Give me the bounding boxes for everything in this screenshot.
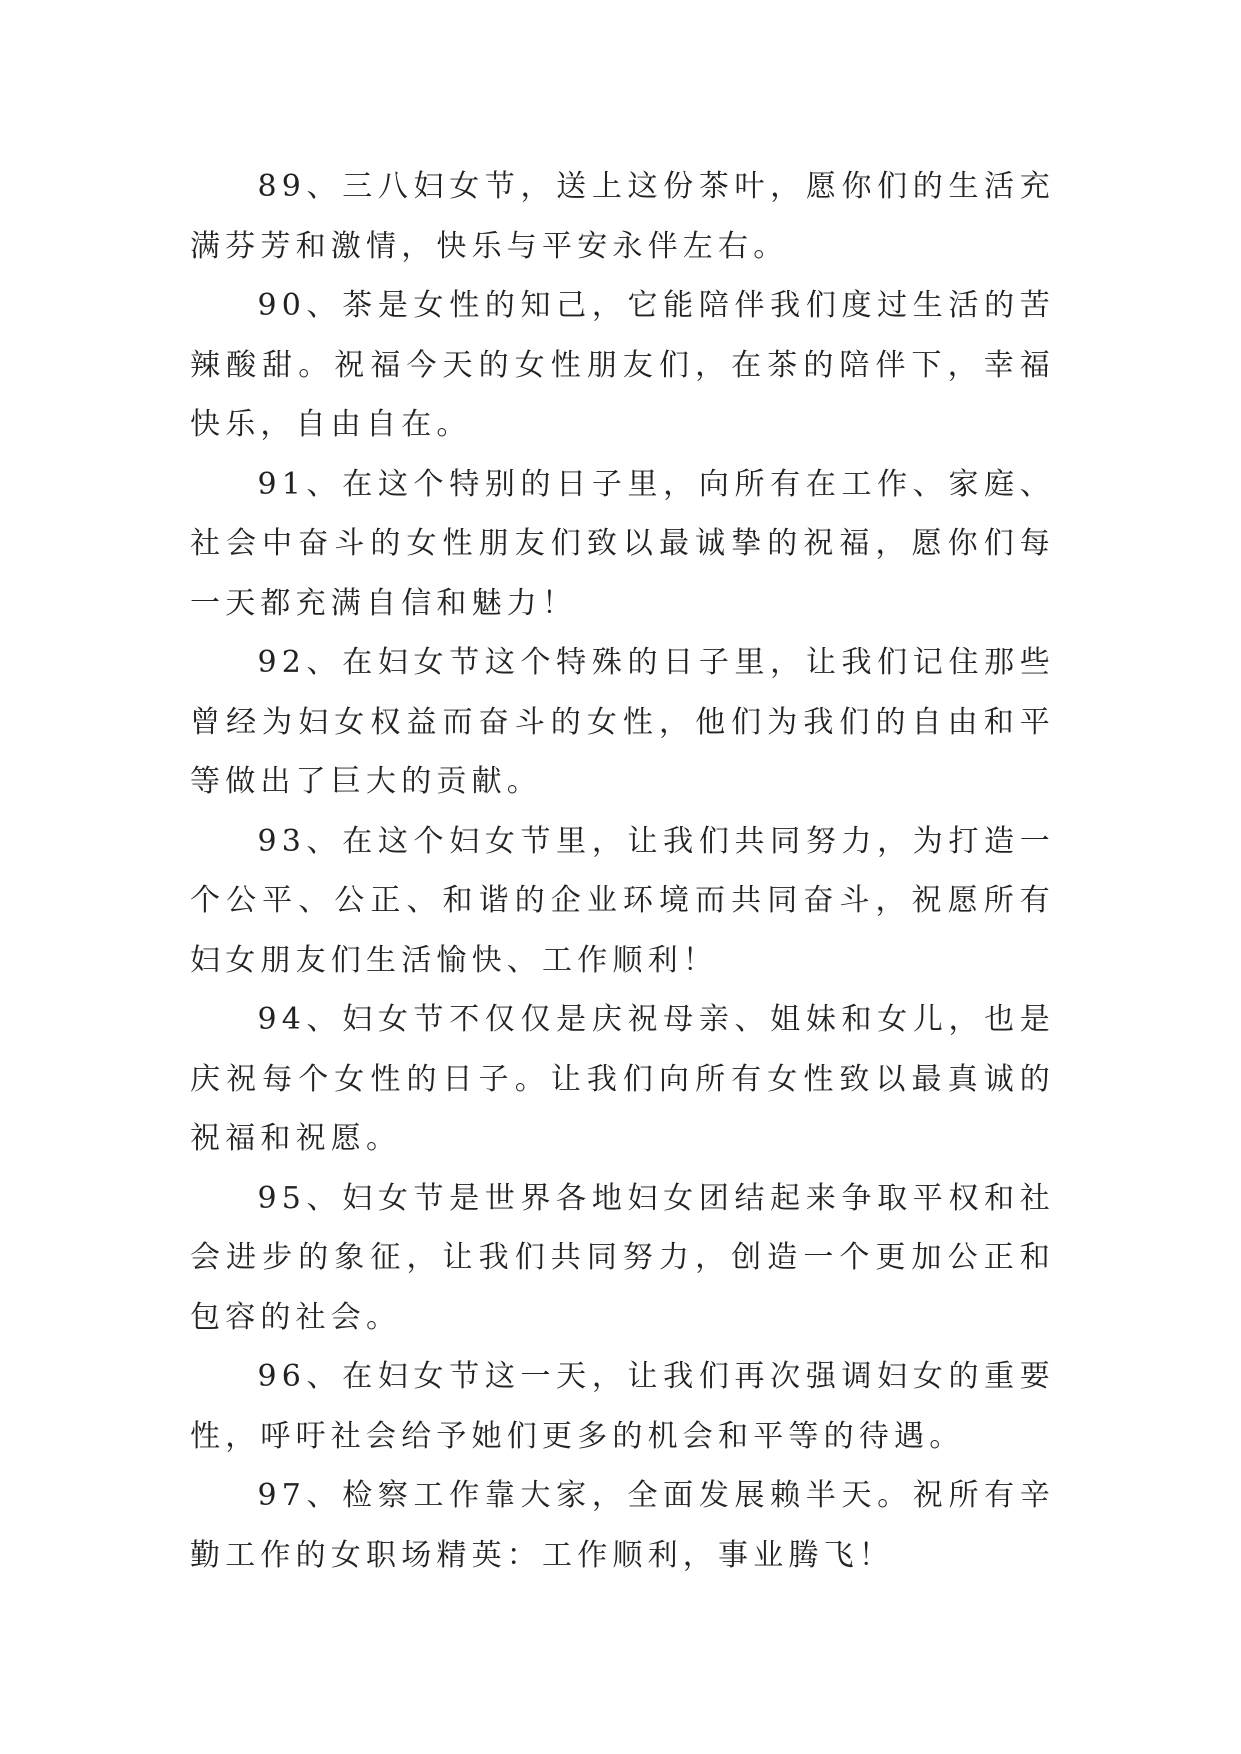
paragraph-92: 92、在妇女节这个特殊的日子里，让我们记住那些曾经为妇女权益而奋斗的女性，他们为我们的自由和平等做出了巨大的贡献。 <box>190 645 1055 799</box>
paragraph-96: 96、在妇女节这一天，让我们再次强调妇女的重要性，呼吁社会给予她们更多的机会和平等的待遇。 <box>190 1359 1055 1454</box>
paragraph-91: 91、在这个特别的日子里，向所有在工作、家庭、社会中奋斗的女性朋友们致以最诚挚的祝福，愿你们每一天都充满自信和魅力！ <box>190 466 1055 621</box>
paragraph-90: 90、茶是女性的知己，它能陪伴我们度过生活的苦辣酸甜。祝福今天的女性朋友们，在茶的陪伴下，幸福快乐，自由自在。 <box>190 288 1055 442</box>
paragraph-93: 93、在这个妇女节里，让我们共同努力，为打造一个公平、公正、和谐的企业环境而共同奋斗，祝愿所有妇女朋友们生活愉快、工作顺利！ <box>190 823 1055 978</box>
paragraph-89: 89、三八妇女节，送上这份茶叶，愿你们的生活充满芬芳和激情，快乐与平安永伴左右。 <box>190 169 1055 264</box>
paragraph-97: 97、检察工作靠大家，全面发展赖半天。祝所有辛勤工作的女职场精英：工作顺利，事业腾飞！ <box>190 1478 1055 1573</box>
paragraph-94: 94、妇女节不仅仅是庆祝母亲、姐妹和女儿，也是庆祝每个女性的日子。让我们向所有女性致以最真诚的祝福和祝愿。 <box>190 1002 1055 1156</box>
document-body <box>190 157 1055 1585</box>
paragraph-95: 95、妇女节是世界各地妇女团结起来争取平权和社会进步的象征，让我们共同努力，创造一个更加公正和包容的社会。 <box>190 1180 1055 1335</box>
